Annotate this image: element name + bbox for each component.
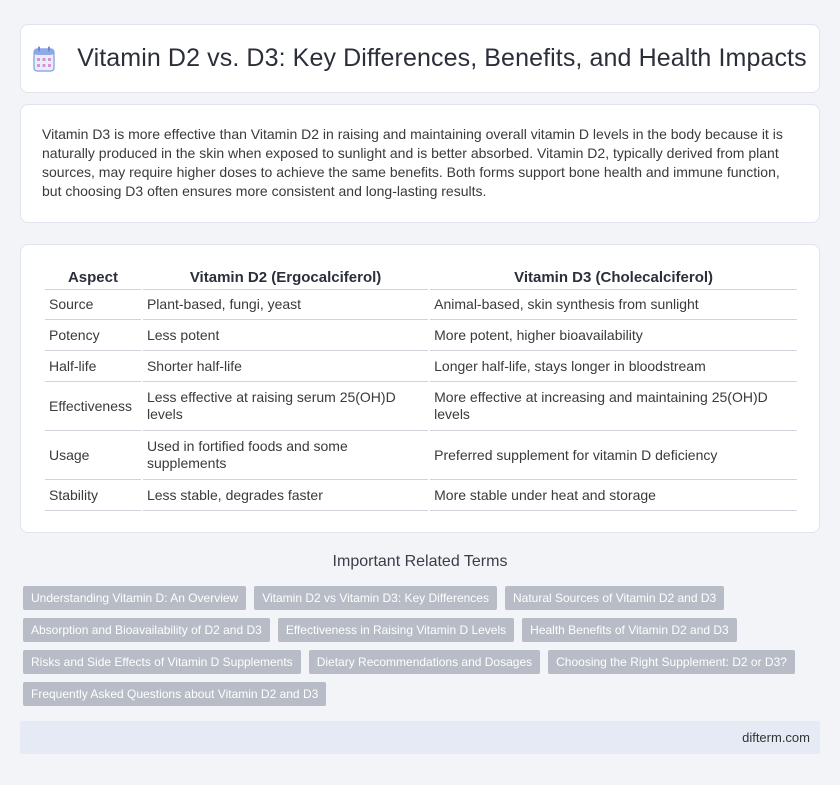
column-header-aspect: Aspect [45, 265, 141, 290]
table-row [45, 480, 797, 511]
related-terms-list [23, 586, 813, 714]
related-term-link[interactable]: Natural Sources of Vitamin D2 and D3 [505, 586, 724, 610]
table-row [45, 351, 797, 382]
table-row [45, 320, 797, 351]
site-link[interactable]: difterm.com [742, 730, 810, 745]
table-cell-d3: Animal-based, skin synthesis from sunlight [430, 290, 797, 320]
related-term-link[interactable]: Understanding Vitamin D: An Overview [23, 586, 246, 610]
page-title: Vitamin D2 vs. D3: Key Differences, Benefits, and Health Impacts [77, 44, 807, 72]
title-card [20, 24, 820, 93]
related-term-link[interactable]: Effectiveness in Raising Vitamin D Levels [278, 618, 514, 642]
related-term-link[interactable]: Absorption and Bioavailability of D2 and D3 [23, 618, 270, 642]
table-cell-d2: Plant-based, fungi, yeast [143, 290, 428, 320]
table-header-row [45, 265, 797, 290]
table-cell-aspect: Potency [45, 320, 141, 351]
table-cell-d3: More stable under heat and storage [430, 480, 797, 511]
related-term-link[interactable]: Frequently Asked Questions about Vitamin D2 and D3 [23, 682, 326, 706]
table-cell-d2: Less stable, degrades faster [143, 480, 428, 511]
related-terms-heading: Important Related Terms [332, 553, 508, 570]
footer-bar [20, 721, 820, 754]
table-cell-d3: More potent, higher bioavailability [430, 320, 797, 351]
column-header-d2: Vitamin D2 (Ergocalciferol) [143, 265, 428, 290]
column-header-d3: Vitamin D3 (Cholecalciferol) [430, 265, 797, 290]
table-cell-d2: Less potent [143, 320, 428, 351]
related-term-link[interactable]: Risks and Side Effects of Vitamin D Supplements [23, 650, 301, 674]
table-cell-d3: Preferred supplement for vitamin D deficiency [430, 431, 797, 480]
table-cell-d2: Shorter half-life [143, 351, 428, 382]
table-cell-aspect: Effectiveness [45, 382, 141, 431]
related-term-link[interactable]: Choosing the Right Supplement: D2 or D3? [548, 650, 795, 674]
table-cell-d2: Used in fortified foods and some supplements [143, 431, 428, 480]
comparison-table [43, 265, 799, 511]
related-term-link[interactable]: Vitamin D2 vs Vitamin D3: Key Differences [254, 586, 497, 610]
table-cell-d3: Longer half-life, stays longer in bloodstream [430, 351, 797, 382]
table-cell-aspect: Stability [45, 480, 141, 511]
calendar-icon [33, 46, 55, 72]
table-row [45, 382, 797, 431]
table-row [45, 431, 797, 480]
comparison-card [20, 244, 820, 533]
table-cell-aspect: Usage [45, 431, 141, 480]
intro-card [20, 104, 820, 223]
table-cell-d3: More effective at increasing and maintaining 25(OH)D levels [430, 382, 797, 431]
related-term-link[interactable]: Dietary Recommendations and Dosages [309, 650, 540, 674]
table-cell-aspect: Source [45, 290, 141, 320]
related-term-link[interactable]: Health Benefits of Vitamin D2 and D3 [522, 618, 737, 642]
table-cell-aspect: Half-life [45, 351, 141, 382]
intro-paragraph: Vitamin D3 is more effective than Vitamin D2 in raising and maintaining overall vitamin D levels in the body because it is naturally produced in the skin when exposed to sunlight and is better absorbed. Vitamin D2, typically derived from plant sources, may require higher doses to achieve the same benefits. Both forms support bone health and immune function, but choosing D3 often ensures more consistent and long-lasting results. [42, 126, 783, 199]
table-row [45, 290, 797, 320]
table-cell-d2: Less effective at raising serum 25(OH)D levels [143, 382, 428, 431]
